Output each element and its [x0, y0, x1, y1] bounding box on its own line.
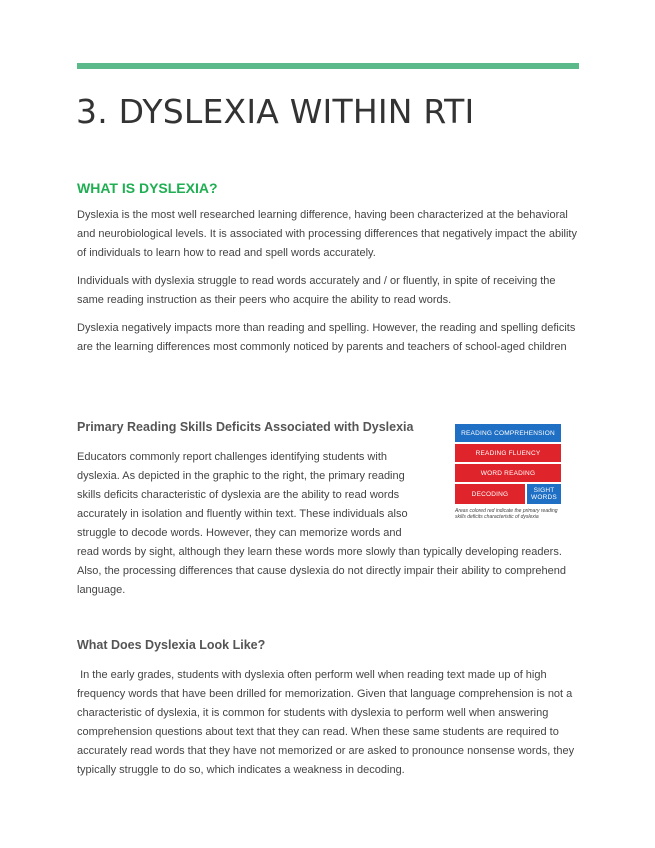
paragraph-line: accurately in isolation and fluently within text. These individuals also [77, 508, 408, 520]
struggle-paragraph: Individuals with dyslexia struggle to read words accurately and / or fluently, in spite of receiving the same reading instruction as their peers who acquire the ability to read words. [77, 275, 556, 306]
chapter-title: 3. DYSLEXIA WITHIN RTI [76, 92, 475, 131]
look-like-heading: What Does Dyslexia Look Like? [77, 638, 266, 652]
section-heading: WHAT IS DYSLEXIA? [77, 180, 218, 196]
reading-skills-graphic [455, 424, 561, 520]
paragraph-line: skills deficits characteristic of dyslexia are the ability to read words [77, 489, 400, 501]
look-like-paragraph: In the early grades, students with dyslexia often perform well when reading text made up of high frequency words that have been drilled for memorization. Given that language comprehension is not a characteristic of dyslexia, it is common for students with dyslexia to perform well when answering comprehension questions about text that they can read. When these same students are required to accurately read words that they have not memorized or are asked to pronounce nonsense words, they typically struggle to do so, which indicates a weakness in decoding. [77, 669, 578, 776]
paragraph-line: Educators commonly report challenges identifying students with [77, 451, 387, 463]
bar-reading-fluency: READING FLUENCY [455, 444, 561, 462]
bar-decoding: DECODING [455, 484, 525, 504]
bottom-bar-row [455, 484, 561, 506]
primary-skills-heading: Primary Reading Skills Deficits Associated with Dyslexia [77, 420, 414, 434]
bar-sight-words: SIGHT WORDS [527, 484, 561, 504]
top-rule [77, 63, 579, 69]
paragraph-line: struggle to decode words. However, they can memorize words and [77, 527, 402, 539]
bar-word-reading: WORD READING [455, 464, 561, 482]
bar-reading-comprehension: READING COMPREHENSION [455, 424, 561, 442]
primary-skills-paragraph [77, 448, 427, 543]
graphic-caption: Areas colored red indicate the primary reading skills deficits characteristic of dyslexia [455, 508, 558, 520]
impact-paragraph: Dyslexia negatively impacts more than reading and spelling. However, the reading and spelling deficits are the learning differences most commonly noticed by parents and teachers of school-aged children [77, 322, 576, 353]
primary-skills-continued: read words by sight, although they learn these words more slowly than typically developing readers. Also, the processing differences that cause dyslexia do not directly impair their ability to comprehend language. [77, 546, 566, 596]
paragraph-line: dyslexia. As depicted in the graphic to the right, the primary reading [77, 470, 405, 482]
intro-paragraph: Dyslexia is the most well researched learning difference, having been characterized at the behavioral and neurobiological levels. It is associated with processing differences that negatively impact the ability of individuals to learn how to read and spell words accurately. [77, 209, 577, 259]
